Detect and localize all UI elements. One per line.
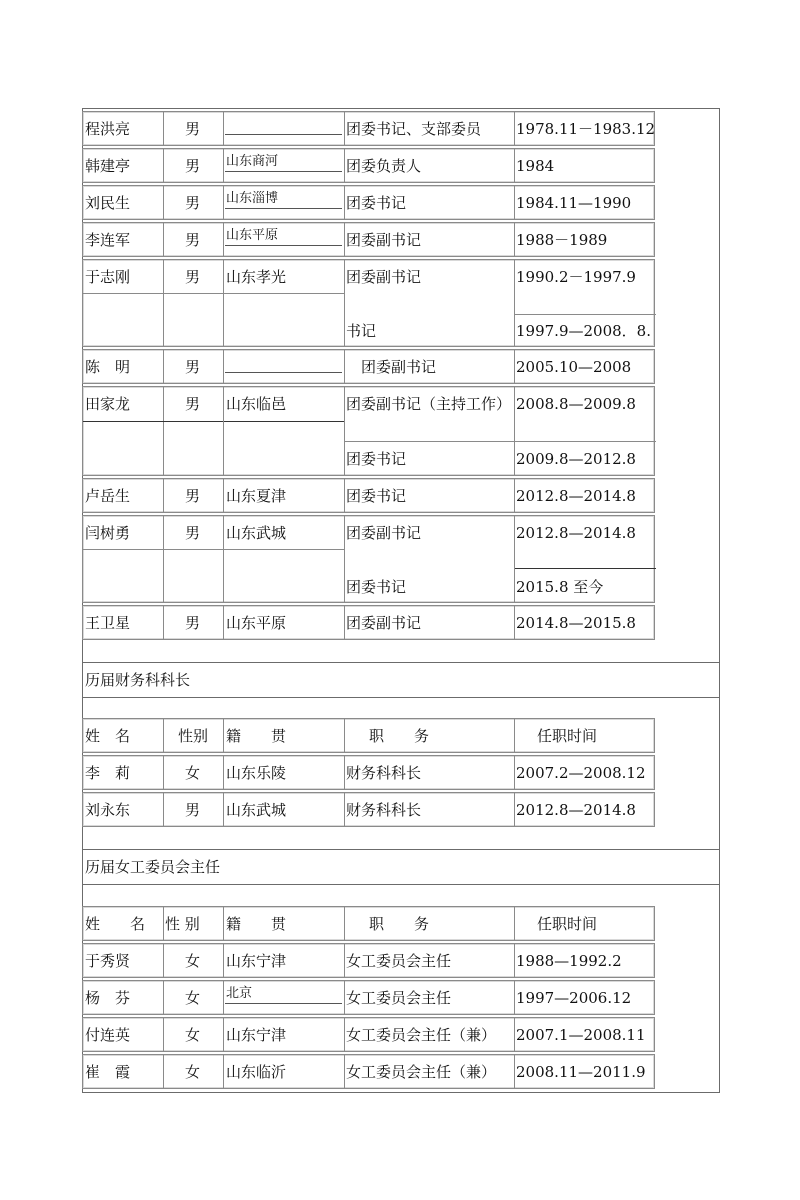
term-cell: 1988—1992.2	[516, 952, 622, 970]
term-cell: 2009.8—2012.8	[516, 450, 636, 468]
post-cell: 团委副书记	[346, 231, 422, 249]
table-row	[82, 605, 655, 640]
name-cell: 卢岳生	[85, 487, 131, 505]
name-cell: 付连英	[85, 1026, 131, 1044]
section-title: 历届财务科科长	[85, 671, 191, 689]
gender-cell: 女	[185, 764, 201, 782]
term-cell: 1990.2－1997.9	[516, 268, 636, 286]
table-row	[82, 259, 655, 347]
header-gender: 性 别	[165, 915, 200, 933]
header-term: 任职时间	[537, 915, 598, 933]
origin-cell: 山东淄博	[226, 191, 279, 206]
table-row	[82, 792, 655, 827]
post-cell: 团委书记、支部委员	[346, 120, 482, 138]
post-cell: 团委副书记（主持工作）	[346, 395, 512, 413]
gender-cell: 女	[185, 1026, 201, 1044]
term-cell: 1988－1989	[516, 231, 608, 249]
origin-cell: 山东宁津	[226, 1026, 287, 1044]
origin-cell: 山东乐陵	[226, 764, 287, 782]
gender-cell: 男	[185, 268, 201, 286]
post-cell: 女工委员会主任（兼）	[346, 1063, 497, 1081]
name-cell: 于秀贤	[85, 952, 131, 970]
origin-cell: 山东孝光	[226, 268, 287, 286]
table-row	[82, 185, 655, 220]
gender-cell: 男	[185, 395, 201, 413]
gender-cell: 男	[185, 157, 201, 175]
term-cell: 1997.9—2008．8.	[516, 322, 651, 340]
term-cell: 1984	[516, 157, 555, 175]
origin-cell: 山东平原	[226, 614, 287, 632]
post-cell: 书记	[346, 322, 377, 340]
name-cell: 李连军	[85, 231, 131, 249]
gender-cell: 男	[185, 487, 201, 505]
table-row	[82, 943, 655, 978]
post-cell: 团委负责人	[346, 157, 422, 175]
name-cell: 田家龙	[85, 395, 131, 413]
name-cell: 闫树勇	[85, 524, 131, 542]
origin-cell: 山东临沂	[226, 1063, 287, 1081]
header-name: 姓 名	[85, 915, 146, 933]
origin-cell: 山东宁津	[226, 952, 287, 970]
term-cell: 1997—2006.12	[516, 989, 632, 1007]
table-row	[82, 386, 655, 476]
post-cell: 女工委员会主任	[346, 989, 452, 1007]
term-cell: 2007.2—2008.12	[516, 764, 646, 782]
gender-cell: 女	[185, 989, 201, 1007]
table-row	[82, 980, 655, 1015]
table-row	[82, 1017, 655, 1052]
origin-cell: 山东商河	[226, 154, 279, 169]
header-name: 姓 名	[85, 727, 131, 745]
section-heading-finance	[82, 662, 720, 698]
term-cell: 2008.8—2009.8	[516, 395, 636, 413]
term-cell: 2007.1—2008.11	[516, 1026, 646, 1044]
post-cell: 女工委员会主任（兼）	[346, 1026, 497, 1044]
name-cell: 陈 明	[85, 358, 131, 376]
gender-cell: 女	[185, 1063, 201, 1081]
name-cell: 杨 芬	[85, 989, 131, 1007]
name-cell: 韩建亭	[85, 157, 131, 175]
header-origin: 籍 贯	[226, 915, 287, 933]
name-cell: 程洪亮	[85, 120, 131, 138]
name-cell: 王卫星	[85, 614, 131, 632]
post-cell: 财务科科长	[346, 764, 422, 782]
origin-cell: 山东武城	[226, 524, 287, 542]
table-header-row	[82, 906, 655, 941]
post-cell: 团委副书记	[346, 614, 422, 632]
term-cell: 1984.11—1990	[516, 194, 632, 212]
term-cell: 2015.8 至今	[516, 578, 604, 596]
section-heading-women	[82, 849, 720, 885]
section-title: 历届女工委员会主任	[85, 858, 221, 876]
table-header-row	[82, 718, 655, 753]
origin-cell: 山东武城	[226, 801, 287, 819]
term-cell: 2012.8—2014.8	[516, 524, 636, 542]
gender-cell: 男	[185, 231, 201, 249]
origin-cell: 北京	[226, 986, 253, 1001]
term-cell: 2008.11—2011.9	[516, 1063, 646, 1081]
table-row	[82, 755, 655, 790]
term-cell: 2014.8—2015.8	[516, 614, 636, 632]
term-cell: 2005.10—2008	[516, 358, 632, 376]
origin-cell: 山东夏津	[226, 487, 287, 505]
table-row	[82, 148, 655, 183]
table-row	[82, 222, 655, 257]
name-cell: 刘民生	[85, 194, 131, 212]
gender-cell: 男	[185, 120, 201, 138]
gender-cell: 男	[185, 358, 201, 376]
header-gender: 性别	[178, 727, 209, 745]
term-cell: 2012.8—2014.8	[516, 801, 636, 819]
name-cell: 于志刚	[85, 268, 131, 286]
table-row	[82, 515, 655, 603]
header-term: 任职时间	[537, 727, 598, 745]
post-cell: 团委书记	[346, 194, 407, 212]
gender-cell: 男	[185, 194, 201, 212]
post-cell: 团委副书记	[361, 358, 437, 376]
gender-cell: 女	[185, 952, 201, 970]
table-row	[82, 1054, 655, 1089]
gender-cell: 男	[185, 614, 201, 632]
post-cell: 团委副书记	[346, 268, 422, 286]
name-cell: 李 莉	[85, 764, 131, 782]
header-origin: 籍 贯	[226, 727, 287, 745]
post-cell: 团委书记	[346, 450, 407, 468]
post-cell: 团委副书记	[346, 524, 422, 542]
origin-cell: 山东平原	[226, 228, 279, 243]
table-row	[82, 478, 655, 513]
gender-cell: 男	[185, 524, 201, 542]
post-cell: 团委书记	[346, 487, 407, 505]
origin-cell: 山东临邑	[226, 395, 287, 413]
table-row	[82, 349, 655, 384]
table-row	[82, 111, 655, 146]
name-cell: 刘永东	[85, 801, 131, 819]
term-cell: 1978.11－1983.12	[516, 120, 656, 138]
gender-cell: 男	[185, 801, 201, 819]
name-cell: 崔 霞	[85, 1063, 131, 1081]
header-post: 职 务	[369, 915, 430, 933]
header-post: 职 务	[369, 727, 430, 745]
post-cell: 女工委员会主任	[346, 952, 452, 970]
term-cell: 2012.8—2014.8	[516, 487, 636, 505]
post-cell: 团委书记	[346, 578, 407, 596]
post-cell: 财务科科长	[346, 801, 422, 819]
